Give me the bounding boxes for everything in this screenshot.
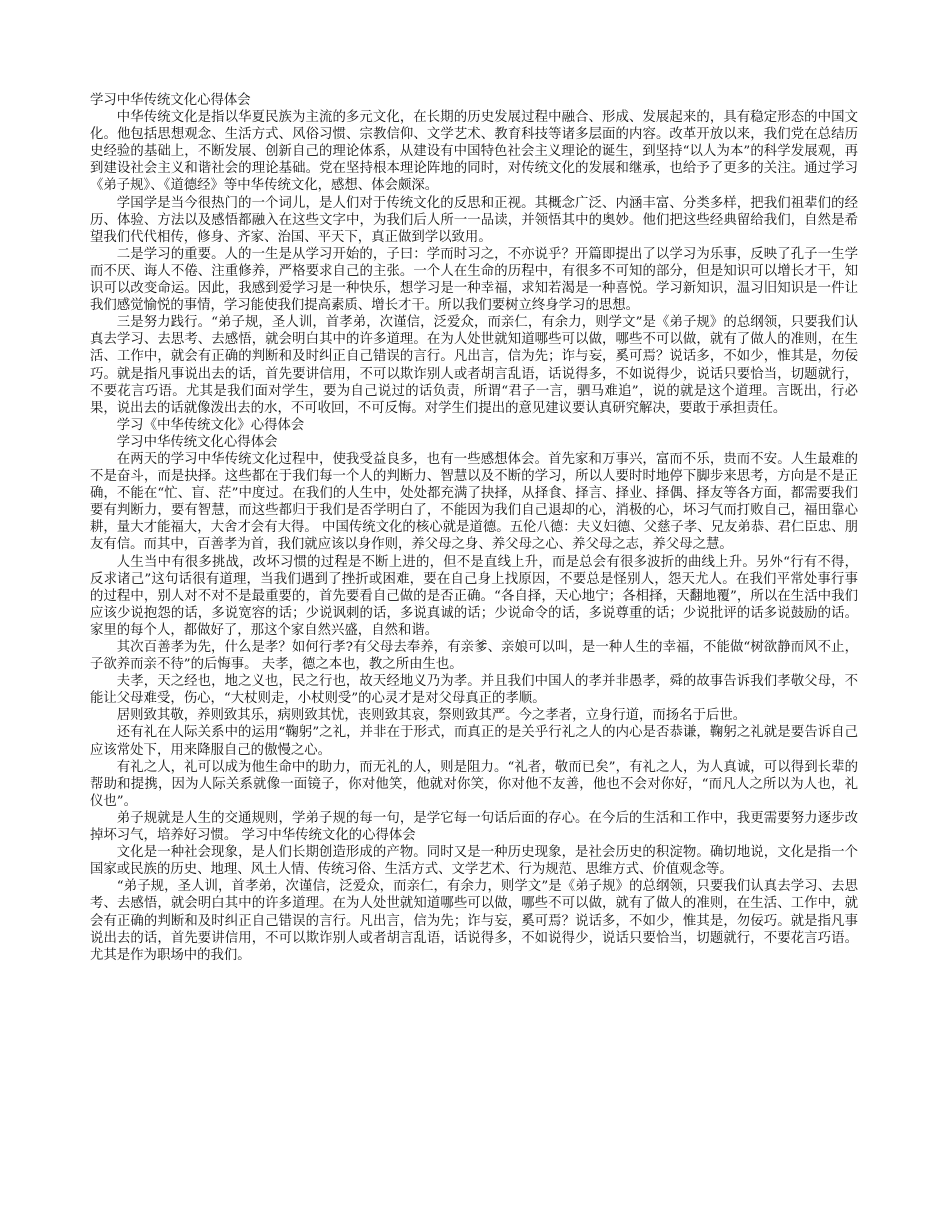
paragraph: 弟子规就是人生的交通规则，学弟子规的每一句，是学它每一句话后面的存心。在今后的生活和工作中，我更需要努力逐步改掉坏习气，培养好习惯。 学习中华传统文化的心得体会: [90, 810, 858, 844]
paragraph: 还有礼在人际关系中的运用“鞠躬”之礼，并非在于形式，而真正的是关乎行礼之人的内心是否恭谦，鞠躬之礼就是要告诉自己应该常处下，用来降服自己的傲慢之心。: [90, 725, 858, 758]
paragraph: 文化是一种社会现象，是人们长期创造形成的产物。同时又是一种历史现象，是社会历史的积淀物。确切地说，文化是指一个国家或民族的历史、地理、风土人情、传统习俗、生活方式、文学艺术、行为规范、思维方式、价值观念等。: [90, 845, 858, 878]
paragraph: 在两天的学习中华传统文化过程中，使我受益良多，也有一些感想体会。首先家和万事兴，富而不乐，贵而不安。人生最难的不是奋斗，而是抉择。这些都在于我们每一个人的判断力、智慧以及不断的学习，所以人要时时地停下脚步来思考，方向是不是正确，不能在“忙、盲、茫”中度过。在我们的人生中，处处都充满了抉择，从择食、择言、择业、择偶、择友等各方面，都需要我们要有判断力，要有智慧，而这些都归于我们是否学明白了，不能因为我们自己退却的心，消极的心，坏习气而打败自己，福田靠心耕，量大才能福大，大舍才会有大得。 中国传统文化的核心就是道德。五伦八德：夫义妇德、父慈子孝、兄友弟恭、君仁臣忠、朋友有信。而其中，百善孝为首，我们就应该以身作则，养父母之身、养父母之心、养父母之志，养父母之慧。: [90, 451, 858, 553]
paragraph: 三是努力践行。“弟子规，圣人训，首孝弟，次谨信，泛爱众，而亲仁，有余力，则学文”是《弟子规》的总纲领，只要我们认真去学习、去思考、去感悟，就会明白其中的许多道理。在为人处世就知道哪些可以做，哪些不可以做，就有了做人的准则，在生活、工作中，就会有正确的判断和及时纠正自己错误的言行。凡出言，信为先；诈与妄，奚可焉？说话多，不如少，惟其是，勿佞巧。就是指凡事说出去的话，首先要讲信用，不可以欺诈别人或者胡言乱语，话说得多，不如说得少，说话只要恰当，切题就行，不要花言巧语。尤其是我们面对学生，要为自己说过的话负责，所谓“君子一言，驷马难追”，说的就是这个道理。言既出，行必果，说出去的话就像泼出去的水，不可收回，不可反悔。对学生们提出的意见建议要认真研究解决，要敢于承担责任。: [90, 315, 858, 416]
document-title: 学习中华传统文化心得体会: [90, 93, 251, 108]
paragraph: 居则致其敬，养则致其乐，病则致其忧，丧则致其哀，祭则致其严。今之孝者，立身行道，而扬名于后世。: [116, 708, 747, 724]
paragraph: 人生当中有很多挑战，改坏习惯的过程是不断上进的，但不是直线上升，而是总会有很多波折的曲线上升。另外“行有不得，反求诸己”这句话很有道理，当我们遇到了挫折或困难，要在自己身上找原因，不要总是怪别人，怨天尤人。在我们平常处事行事的过程中，别人对不对不是最重要的，首先要看自己做的是否正确。“各自择，天心地宁；各相择，天翻地覆”，所以在生活中我们应该少说抱怨的话，多说宽容的话；少说讽刺的话，多说真诚的话；少说命令的话，多说尊重的话；少说批评的话多说鼓励的话。家里的每个人，都做好了，那这个家自然兴盛，自然和谐。: [90, 554, 858, 638]
paragraph: 其次百善孝为先，什么是孝？如何行孝?有父母去奉养，有亲爹、亲娘可以叫，是一种人生的幸福，不能做“树欲静而风不止，子欲养而亲不待”的后悔事。 夫孝，德之本也，教之所由生也。: [90, 640, 858, 673]
paragraph: 夫孝，天之经也，地之义也，民之行也，故天经地义乃为孝。并且我们中国人的孝并非愚孝，舜的故事告诉我们孝敬父母，不能让父母难受，伤心，“大杖则走，小杖则受”的心灵才是对父母真正的孝顺。: [90, 674, 858, 707]
section-subtitle: 学习中华传统文化心得体会: [116, 434, 278, 450]
section-subtitle: 学习《中华传统文化》心得体会: [116, 417, 305, 433]
paragraph: 中华传统文化是指以华夏民族为主流的多元文化，在长期的历史发展过程中融合、形成、发展起来的，具有稳定形态的中国文化。他包括思想观念、生活方式、风俗习惯、宗教信仰、文学艺术、教育科技等诸多层面的内容。改革开放以来，我们党在总结历史经验的基础上，不断发展、创新自己的理论体系，从建设有中国特色社会主义理论的诞生，到坚持“以人为本”的科学发展观，再到建设社会主义和谐社会的理论基础。党在坚持根本理论阵地的同时，对传统文化的发展和继承，也给予了更多的关注。通过学习《弟子规》、《道德经》等中华传统文化，感想、体会颇深。: [90, 110, 858, 194]
paragraph: 有礼之人，礼可以成为他生命中的助力，而无礼的人，则是阻力。“礼者，敬而已矣”，有礼之人，为人真诚，可以得到长辈的帮助和提携，因为人际关系就像一面镜子，你对他笑，他就对你笑，你对他不友善，他也不会对你好，“而凡人之所以为人也，礼仪也”。: [90, 759, 858, 809]
paragraph: 学国学是当今很热门的一个词儿，是人们对于传统文化的反思和正视。其概念广泛、内涵丰富、分类多样，把我们祖辈们的经历、体验、方法以及感悟都融入在这些文字中，为我们后人所一一品读，并领悟其中的奥妙。他们把这些经典留给我们，自然是希望我们代代相传，修身、齐家、治国、平天下，真正做到学以致用。: [90, 195, 858, 245]
paragraph: “弟子规，圣人训，首孝弟，次谨信，泛爱众，而亲仁，有余力，则学文”是《弟子规》的总纲领，只要我们认真去学习、去思考、去感悟，就会明白其中的许多道理。在为人处世就知道哪些可以做，哪些不可以做，就有了做人的准则，在生活、工作中，就会有正确的判断和及时纠正自己错误的言行。凡出言，信为先；诈与妄，奚可焉？说话多，不如少，惟其是，勿佞巧。就是指凡事说出去的话，首先要讲信用，不可以欺诈别人或者胡言乱语，话说得多，不如说得少，说话只要恰当，切题就行，不要花言巧语。尤其是作为职场中的我们。: [90, 879, 858, 963]
paragraph: 二是学习的重要。人的一生是从学习开始的，子曰：学而时习之，不亦说乎？开篇即提出了以学习为乐事，反映了孔子一生学而不厌、诲人不倦、注重修养，严格要求自己的主张。一个人在生命的历程中，有很多不可知的部分，但是知识可以增长才干，知识可以改变命运。因此，我感到爱学习是一种快乐，想学习是一种幸福，求知若渴是一种喜悦。学习新知识，温习旧知识是一件让我们感觉愉悦的事情，学习能使我们提高素质、增长才干。所以我们要树立终身学习的思想。: [90, 246, 858, 314]
